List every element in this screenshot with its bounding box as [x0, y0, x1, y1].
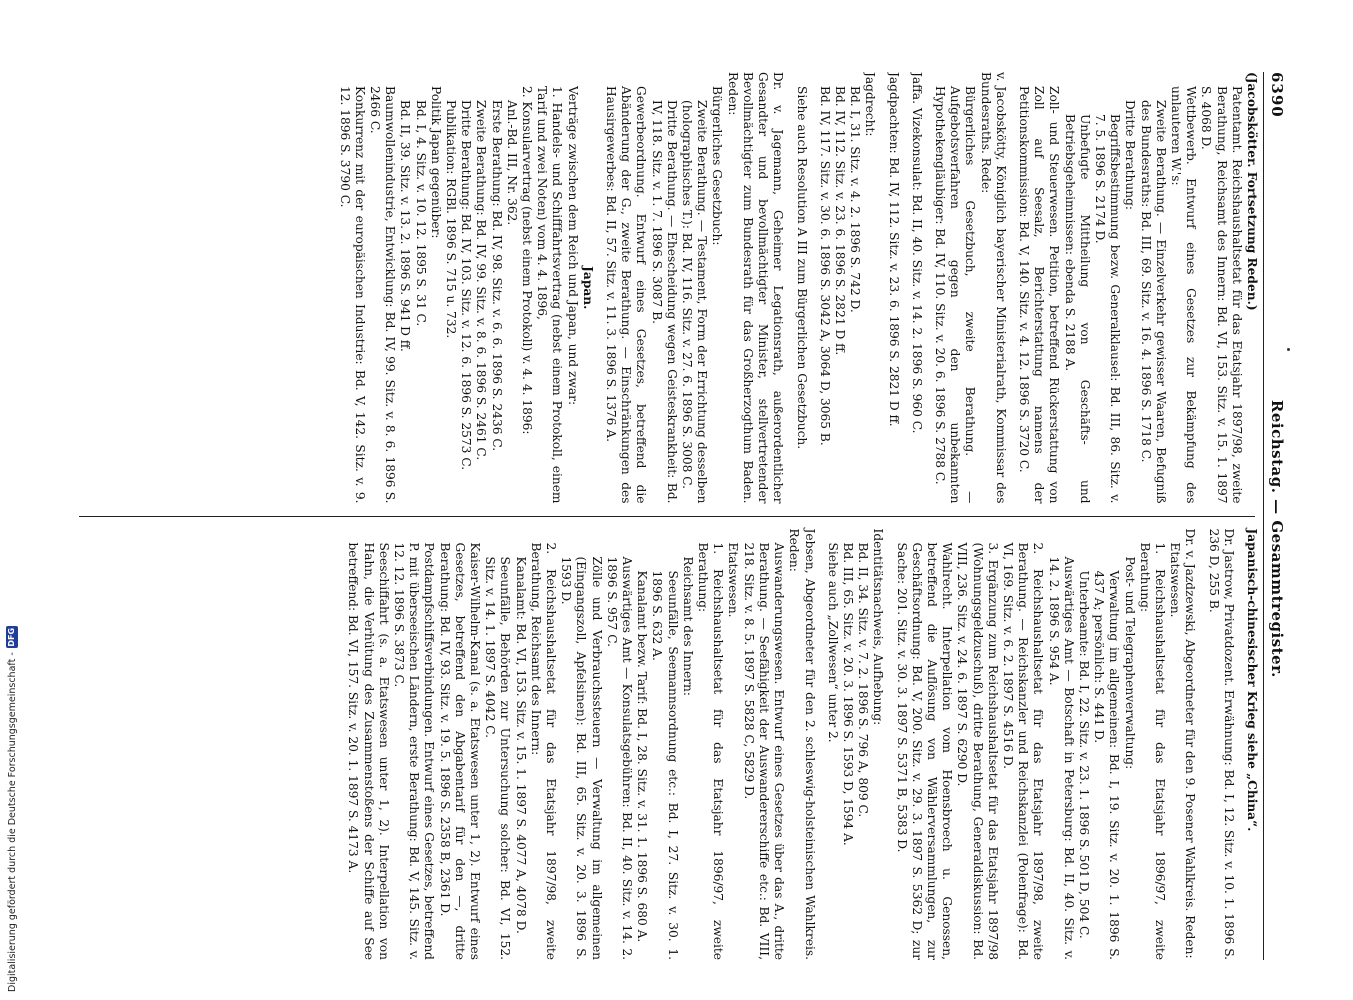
right-column-entry: Etatswesen.: [1168, 542, 1183, 618]
right-column-entry: 2. Reichshaushaltsetat für das Etatsjahr 1897/98, zweite Berathung, Reichsamt des Innern:: [528, 542, 559, 960]
left-column-entry: Jaffa. Vizekonsulat: Bd. II, 40. Sitz. v. 14. 2. 1896 S. 960 C.: [909, 72, 924, 434]
left-column-entry: Zweite Berathung. — Testament, Form der Errichtung desselben (holographisches T.): Bd. IV, 116. Sitz. v. 27. 6. 1896 S. 3008 C.: [680, 100, 710, 504]
left-column-entry: Patentamt. Reichshaushaltsetat für das Etatsjahr 1897/98, zweite Berathung, Reichsamt des Innern: Bd. VI, 153. Sitz. v. 15. 1. 1897 S. 4068 D.: [1199, 86, 1244, 504]
right-column-entry: 2. Reichshaushaltsetat für das Etatsjahr 1897/98, zweite Berathung. — Reichskanzler und Reichskanzlei (Polenfrage): Bd. VI, 169. Sitz. v. 6. 2. 1897 S. 4516 D.: [1000, 542, 1046, 960]
right-column-entry: Jebsen, Abgeordneter für den 2. schleswig-holsteinischen Wahlkreis. Reden:: [787, 528, 817, 960]
right-column-entry: Seeunfälle, Seemannsordnung etc.: Bd. I, 27. Sitz. v. 30. 1. 1896 S. 632 A.: [650, 570, 680, 960]
left-column-entry: (Jacobskötter. Fortsetzung Reden.): [1245, 72, 1259, 311]
right-column-entry: Etatswesen.: [726, 542, 741, 618]
left-column-entry: Zoll- und Steuerwesen. Petition, betreffend Rückerstattung von Zoll auf Seesalz, Berichterstattung namens der Petitionskommission: Bd. V, 140. Sitz. v. 4. 12. 1896 S. 3720 C.: [1016, 86, 1062, 504]
left-column-entry: Anl.-Bd. III, Nr. 362.: [504, 100, 519, 226]
digitization-credit: [2, 2, 22, 992]
left-column-entry: Konkurrenz mit der europäischen Industrie: Bd. V, 142. Sitz. v. 9. 12. 1896 S. 3790 C.: [337, 86, 367, 504]
left-column-entry: 2. Konsularvertrag (nebst einem Protokoll) v. 4. 4. 1896:: [520, 86, 535, 435]
right-column-entry: Identitätsnachweis, Aufhebung:: [871, 528, 886, 726]
left-column-entry: Verträge zwischen dem Reich und Japan, und zwar:: [565, 86, 580, 406]
left-column-entry: Bd. I, 4. Sitz. v. 10. 12. 1895 S. 31 C.: [413, 100, 428, 327]
left-column-entry: Publikation: RGBl. 1896 S. 715 u. 732.: [444, 100, 459, 339]
left-column-entry: Erste Berathung: Bd. IV, 98. Sitz. v. 6. 6. 1896 S. 2436 C.: [489, 100, 504, 452]
right-column-entry: Kaiser-Wilhelm-Kanal (s. a. Etatswesen unter 1, 2). Entwurf eines Gesetzes, betreffend den Abgabentarif für den —, dritte Berathung: Bd. IV, 93. Sitz. v. 19. 5. 1896 S. 2358 B, 2361 D.: [437, 542, 483, 960]
running-title: Reichstag. — Gesammtregister.: [1268, 399, 1286, 678]
left-column-entry: Wettbewerb. Entwurf eines Gesetzes zur Bekämpfung des unlauteren W.'s:: [1168, 86, 1199, 504]
right-column-entry: 3. Ergänzung zum Reichshaushaltsetat für das Etatsjahr 1897/98 (Wohnungsgeldzuschuß), dritte Berathung, Generaldiskussion: Bd. VIII, 236. Sitz. v. 24. 6. 1897 S. 6290 D.: [955, 542, 1000, 960]
right-column-entry: Seeschiffahrt (s. a. Etatswesen unter 1, 2). Interpellation von Hahn, die Verhütung des Zusammenstoßens der Schiffe auf See betreffend: Bd. VI, 157. Sitz. v. 20. 1. 1897 S. 4173 A.: [346, 542, 391, 960]
page-header: [1263, 72, 1286, 960]
right-column-entry: Unterbeamte: Bd. I, 22. Sitz. v. 23. 1. 1896 S. 501 D, 504 C.: [1076, 570, 1091, 939]
right-column-entry: Auswärtiges Amt — Konsulatsgebühren: Bd. II, 40. Sitz. v. 14. 2. 1896 S. 957 C.: [604, 556, 635, 960]
right-column-entry: Kanalamt bezw. Tarif: Bd. I, 28. Sitz. v. 31. 1. 1896 S. 680 A.: [635, 570, 650, 943]
left-column-entry: Siehe auch Resolution A III zum Bürgerlichen Gesetzbuch.: [794, 86, 809, 450]
right-column-entry: Wahlrecht. Interpellation vom Hoensbroech u. Genossen, betreffend die Auflösung von Wählerversammlungen, zur Geschäftsordnung: Bd. V, 200. Sitz. v. 29. 3. 1897 S. 5362 D; zur Sache: 201. Sitz. v. 30. 3. 1897 S. 5371 B, 5383 D.: [894, 542, 955, 960]
left-column-entry: Dritte Berathung:: [1123, 100, 1138, 210]
left-column-entry: Gewerbeordnung. Entwurf eines Gesetzes, betreffend die Abänderung der G., zweite Berathung. — Einschränkungen des Hausirgewerbes: Bd. II, 57. Sitz. v. 11. 3. 1896 S. 1376 A.: [604, 86, 649, 504]
left-column-entry: Unbefugte Mittheilung von Geschäfts- und Betriebsgeheimnissen: ebenda S. 2188 A.: [1062, 114, 1092, 504]
left-column-entry: Bd. IV, 112. Sitz. v. 23. 6. 1896 S. 2821 D ff.: [832, 86, 847, 356]
left-column-entry: Dritte Berathung: Bd. IV, 103. Sitz. v. 12. 6. 1896 S. 2573 C.: [459, 100, 474, 471]
scan-speck: [1287, 348, 1290, 351]
left-column-entry: v. Jacobskötty, Königlich bayerischer Ministerialrath, Kommissar des Bundesraths. Rede:: [978, 72, 1008, 504]
left-column-entry: Zweite Berathung. — Einzelverkehr gewisser Waaren, Befugniß des Bundesraths: Bd. III, 69. Sitz. v. 16. 4. 1896 S. 1718 C.: [1138, 100, 1168, 504]
right-column-entry: Bd. III, 65. Sitz. v. 20. 3. 1896 S. 1593 D, 1594 A.: [840, 542, 855, 846]
left-column-entry: Bürgerliches Gesetzbuch:: [710, 86, 725, 246]
credit-text: Digitalisierung gefördert durch die Deutsche Forschungsgemeinschaft -: [6, 652, 18, 992]
right-column-entry: Post- und Telegraphenverwaltung:: [1122, 556, 1137, 770]
right-column: [79, 517, 1259, 961]
two-column-body: [79, 72, 1259, 960]
left-column-entry: 1. Handels- und Schifffahrtsvertrag (nebst einem Protokoll, einem Tarif und zwei Noten) vom 4. 4. 1896,: [535, 86, 565, 504]
left-column-entry: Politik Japan gegenüber:: [428, 86, 443, 239]
left-column-entry: Bd. II, 39. Sitz. v. 13. 2. 1896 S. 941 D ff.: [398, 100, 413, 352]
right-column-entry: Postdampfschiffsverbindungen. Entwurf eines Gesetzes, betreffend P. mit überseeischen Ländern, erste Berathung: Bd. V, 145. Sitz. v. 12. 12. 1896 S. 3873 C.: [392, 542, 437, 960]
rotated-page: [27, 0, 1300, 1000]
right-column-entry: Zölle und Verbrauchssteuern — Verwaltung im allgemeinen (Eingangszoll, Apfelsinen): Bd. III, 65. Sitz. v. 20. 3. 1896 S. 1593 D.: [559, 556, 604, 960]
left-column-entry: Dr. v. Jagemann, Geheimer Legationsrath, außerordentlicher Gesandter und bevollmächtigter Minister, stellvertretender Bevollmächtigter zum Bundesrath für das Großherzogthum Baden. Reden:: [725, 72, 786, 504]
left-column-entry: Japan.: [580, 266, 595, 310]
left-column-entry: Bd. I, 31. Sitz. v. 4. 2. 1896 S. 742 D.: [848, 86, 863, 313]
left-column: [79, 72, 1259, 516]
right-column-entry: Japanisch-chinesischer Krieg siehe „China“.: [1245, 528, 1259, 832]
right-column-entry: Bd. II, 34. Sitz. v. 7. 2. 1896 S. 796 A, 809 C.: [856, 542, 871, 818]
right-column-entry: Auswärtiges Amt — Botschaft in Petersburg: Bd. II, 40. Sitz. v. 14. 2. 1896 S. 954 A.: [1046, 556, 1076, 960]
right-column-entry: Kanalamt: Bd. VI, 153. Sitz. v. 15. 1. 1897 S. 4077 A, 4078 D.: [513, 556, 528, 934]
right-column-entry: Dr. v. Jazdzewski, Abgeordneter für den 9. Posener Wahlkreis. Reden:: [1183, 528, 1198, 959]
right-column-entry: 1. Reichshaushaltsetat für das Etatsjahr 1896/97, zweite Berathung:: [696, 542, 726, 960]
dfg-logo: DFG: [7, 627, 16, 647]
right-column-entry: Verwaltung im allgemeinen: Bd. I, 19. Sitz. v. 20. 1. 1896 S. 437 A; persönlich: S. 441 D.: [1092, 570, 1122, 960]
right-column-entry: Auswanderungswesen. Entwurf eines Gesetzes über das A., dritte Berathung. — Seefähigkeit der Auswandererschiffe etc.: Bd. VIII, 218. Sitz. v. 8. 5. 1897 S. 5828 C, 5829 D.: [741, 542, 787, 960]
right-column-entry: 1. Reichshaushaltsetat für das Etatsjahr 1896/97, zweite Berathung:: [1137, 542, 1167, 960]
right-column-entry: Reichsamt des Innern:: [680, 556, 695, 696]
right-column-entry: Siehe auch „Zollwesen“ unter 2.: [825, 542, 840, 743]
left-column-entry: Bd. IV, 117. Sitz. v. 30. 6. 1896 S. 3042 A, 3064 D, 3065 B.: [817, 86, 832, 446]
left-column-entry: Begriffsbestimmung bezw. Generalklausel: Bd. III, 86. Sitz. v. 7. 5. 1896 S. 2174 D.: [1092, 114, 1123, 504]
left-column-entry: Bürgerliches Gesetzbuch, zweite Berathung. — Aufgebotsverfahren gegen den unbekannten Hypothekengläubiger: Bd. IV, 110. Sitz. v. 20. 6. 1896 S. 2788 C.: [932, 86, 978, 504]
left-column-entry: Baumwollenindustrie, Entwicklung: Bd. IV, 99. Sitz. v. 8. 6. 1896 S. 2466 C.: [368, 86, 398, 504]
right-column-entry: Dr. Jastrow, Privatdozent. Erwähnung: Bd. I, 12. Sitz. v. 10. 1. 1896 S. 236 D, 255 B.: [1206, 528, 1236, 960]
left-column-entry: Jagdpachten: Bd. IV, 112. Sitz. v. 23. 6. 1896 S. 2821 D ff.: [886, 72, 901, 427]
left-column-entry: Zweite Berathung: Bd. IV, 99. Sitz. v. 8. 6. 1896 S. 2461 C.: [474, 100, 489, 461]
left-column-entry: Jagdrecht:: [863, 72, 878, 137]
page-number: 6390: [1268, 72, 1286, 118]
right-column-entry: Seeunfälle, Behörden zur Untersuchung solcher: Bd. VI, 152. Sitz. v. 14. 1. 1897 S. 4042 C.: [483, 556, 513, 960]
left-column-entry: Dritte Berathung. — Ehescheidung wegen Geisteskrankheit: Bd. IV, 118. Sitz. v. 1. 7. 1896 S. 3087 B.: [649, 100, 679, 504]
